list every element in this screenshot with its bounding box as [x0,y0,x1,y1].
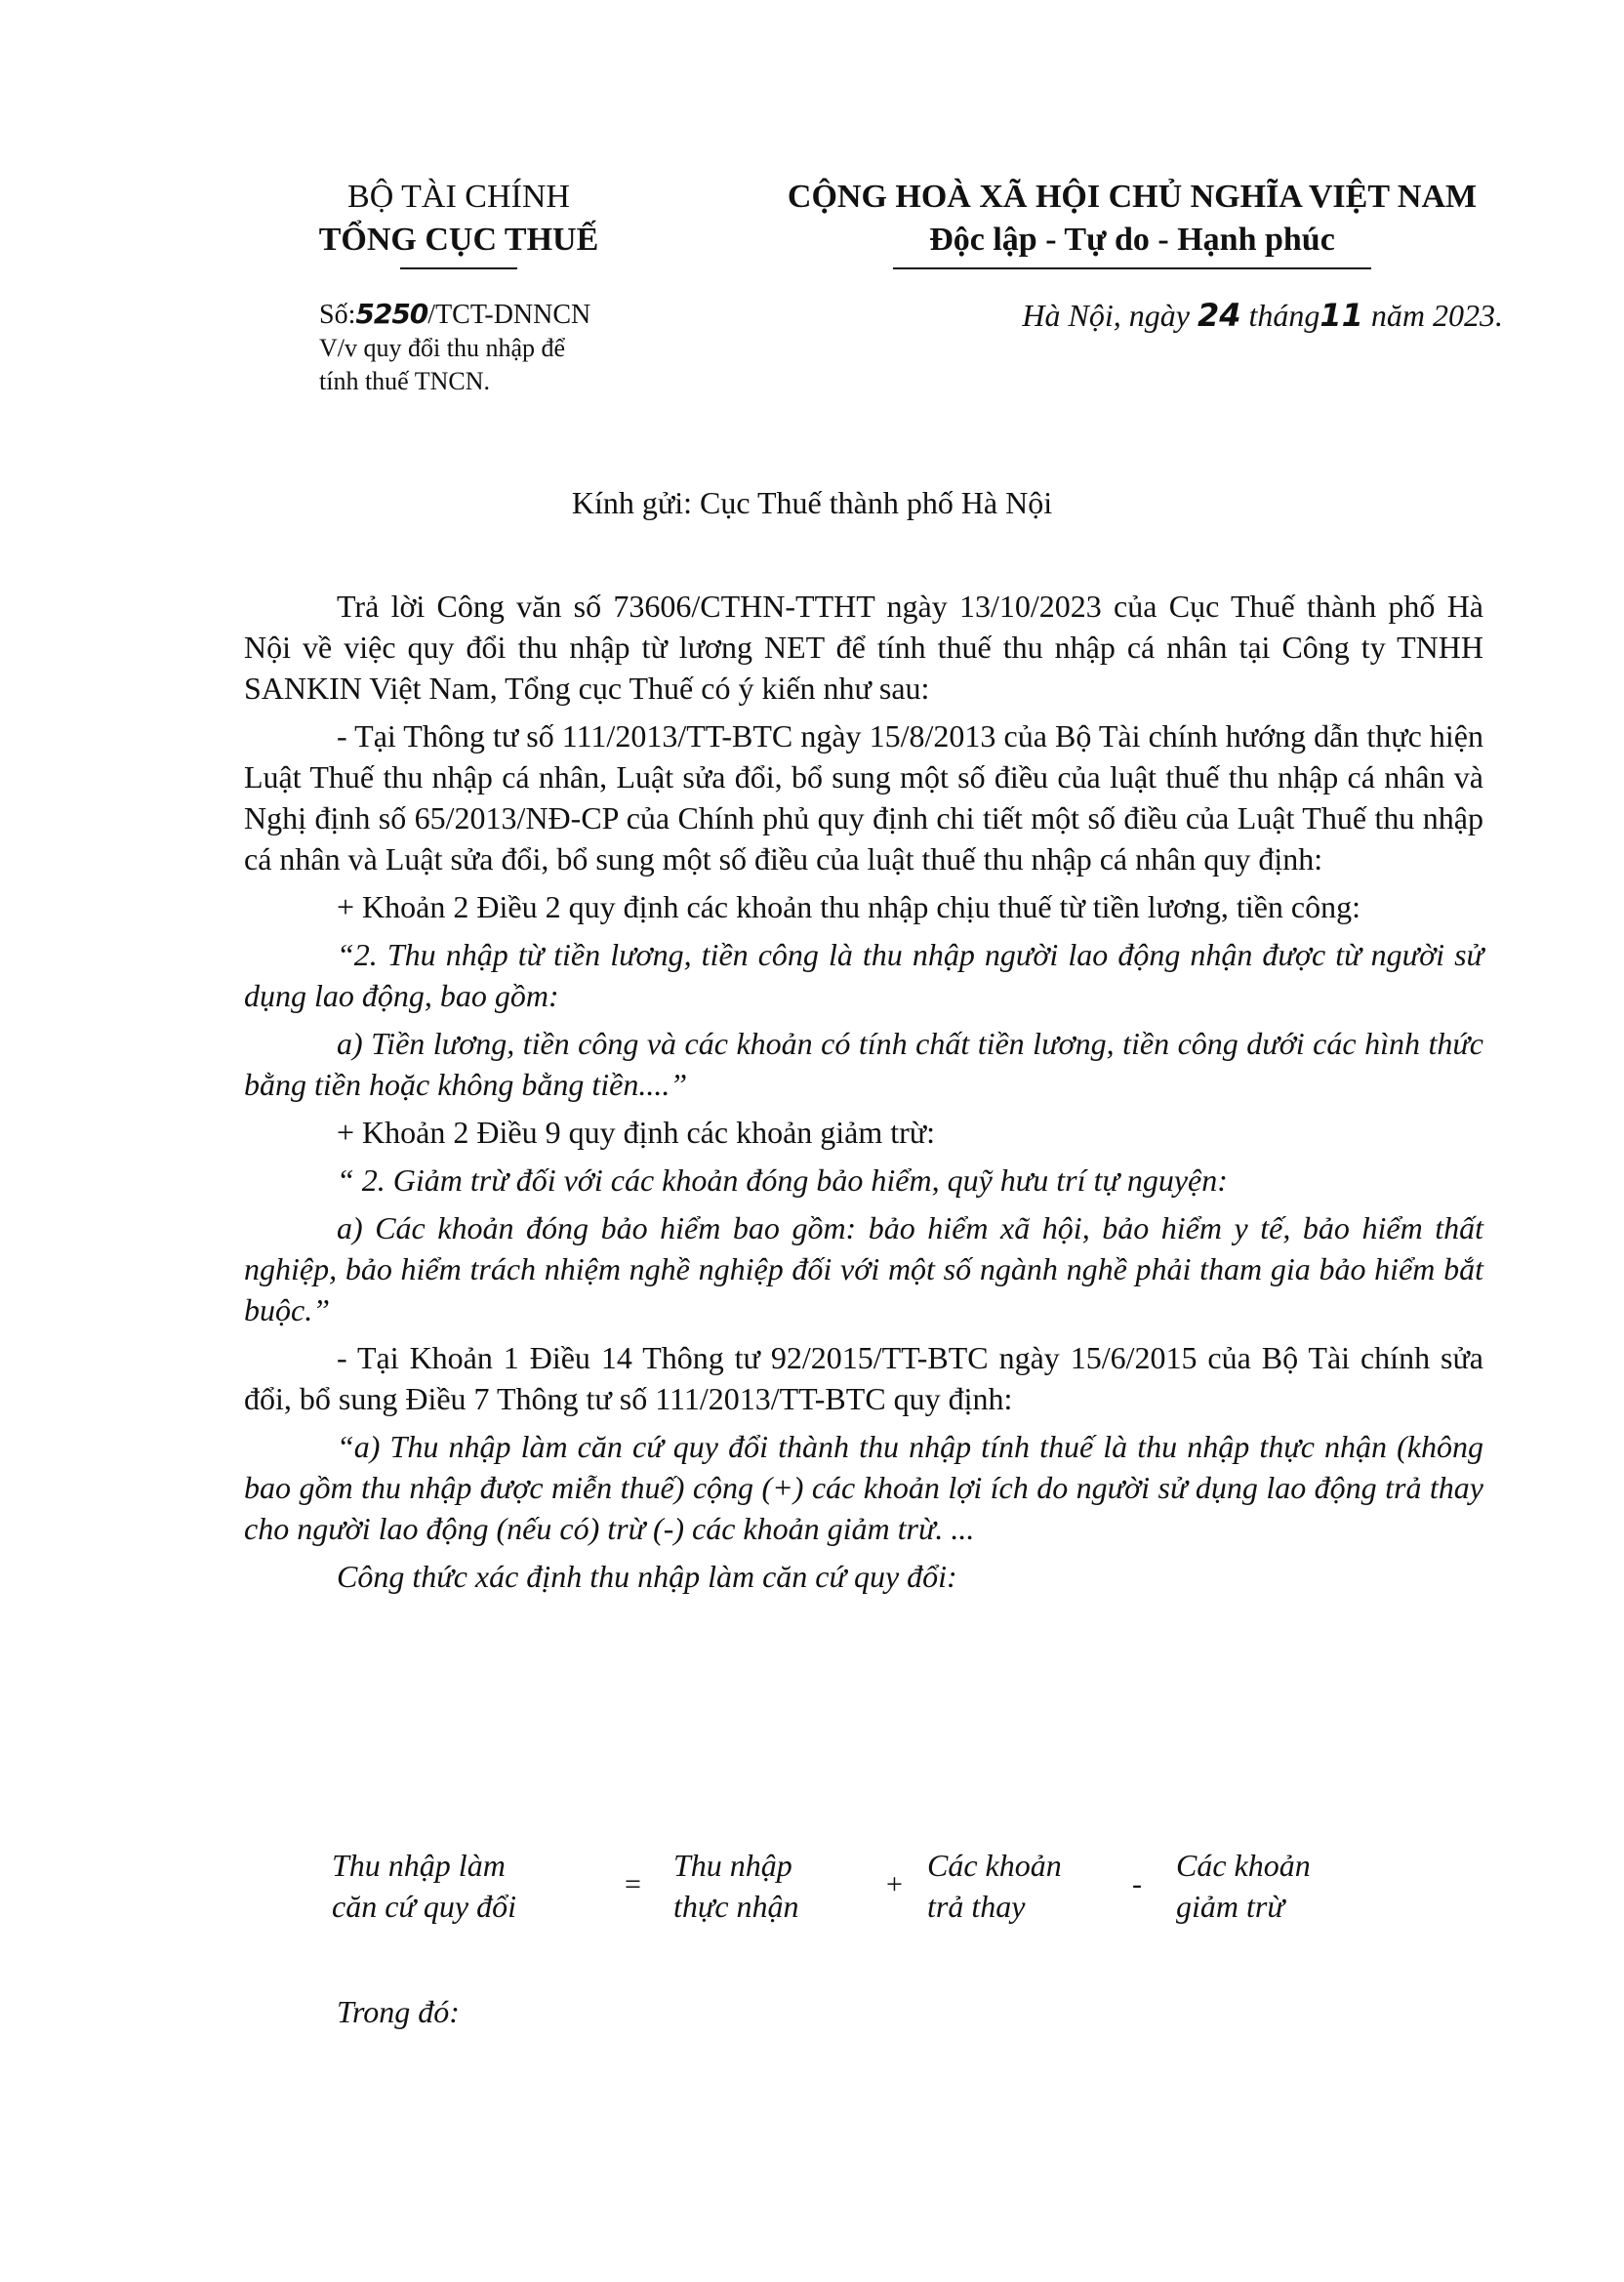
paragraph: - Tại Khoản 1 Điều 14 Thông tư 92/2015/TT-BTC ngày 15/6/2015 của Bộ Tài chính sửa đổi, bổ sung Điều 7 Thông tư số 111/2013/TT-BTC quy định: [244,1340,1483,1416]
formula-term-line: trả thay [927,1889,1026,1924]
formula-minus: - [1132,1868,1142,1900]
quoted-paragraph: “ 2. Giảm trừ đối với các khoản đóng bảo hiểm, quỹ hưu trí tự nguyện: [337,1162,1228,1198]
paragraph: + Khoản 2 Điều 2 quy định các khoản thu nhập chịu thuế từ tiền lương, tiền công: [337,889,1360,924]
document-number-block [319,298,670,398]
document-number [319,298,670,332]
issuer-underline [400,267,517,269]
letter-body [244,586,1483,1604]
formula-intro: Công thức xác định thu nhập làm căn cứ quy đổi: [337,1559,957,1594]
date-place: Hà Nội, ngày [1022,298,1190,333]
national-heading [742,176,1522,269]
formula-term-line: Thu nhập [673,1848,792,1883]
national-motto: Độc lập - Tự do - Hạnh phúc [929,222,1335,258]
subject-line-2: tính thuế TNCN. [319,367,491,395]
formula-equals: = [625,1868,641,1900]
motto-underline [893,267,1371,269]
formula-term-deductions [1176,1845,1311,1927]
date-month-label: tháng [1248,298,1320,333]
issuer-block [293,176,625,269]
date-year: năm 2023. [1370,298,1503,333]
income-formula [332,1845,1405,1952]
formula-term-base-income [332,1845,516,1927]
formula-term-line: Các khoản [1176,1848,1311,1883]
subject-line-1: V/v quy đổi thu nhập để [319,334,566,362]
recipient-line: Kính gửi: Cục Thuế thành phố Hà Nội [571,485,1053,520]
date-month: 11 [1320,297,1363,334]
quoted-paragraph: “2. Thu nhập từ tiền lương, tiền công là thu nhập người lao động nhận được từ người sử dụng lao động, bao gồm: [244,937,1483,1013]
formula-plus: + [886,1868,903,1900]
formula-term-paid-on-behalf [927,1845,1062,1927]
department-name: TỔNG CỤC THUẾ [318,222,599,258]
nation-name: CỘNG HOÀ XÃ HỘI CHỦ NGHĨA VIỆT NAM [787,179,1478,215]
formula-term-line: Thu nhập làm [332,1848,506,1883]
quoted-paragraph: “a) Thu nhập làm căn cứ quy đổi thành thu nhập tính thuế là thu nhập thực nhận (không bao gồm thu nhập được miễn thuế) cộng (+) các khoản lợi ích do người sử dụng lao động trả thay cho người lao động (nếu có) trừ (-) các khoản giảm trừ. ... [244,1429,1483,1546]
paragraph: + Khoản 2 Điều 9 quy định các khoản giảm trừ: [337,1115,936,1150]
formula-term-line: giảm trừ [1176,1889,1284,1924]
formula-term-line: Các khoản [927,1848,1062,1883]
paragraph: - Tại Thông tư số 111/2013/TT-BTC ngày 15/8/2013 của Bộ Tài chính hướng dẫn thực hiện Luật Thuế thu nhập cá nhân, Luật sửa đổi, bổ sung một số điều của luật thuế thu nhập cá nhân và Nghị định số 65/2013/NĐ-CP của Chính phủ quy định chi tiết một số điều của Luật Thuế thu nhập cá nhân và Luật sửa đổi, bổ sung một số điều của luật thuế thu nhập cá nhân quy định: [244,718,1483,876]
formula-term-line: thực nhận [673,1889,799,1924]
date-line [878,296,1503,335]
paragraph: Trả lời Công văn số 73606/CTHN-TTHT ngày 13/10/2023 của Cục Thuế thành phố Hà Nội về việc quy đổi thu nhập từ lương NET để tính thuế thu nhập cá nhân tại Công ty TNHH SANKIN Việt Nam, Tổng cục Thuế có ý kiến như sau: [244,589,1483,706]
handwritten-number: 5250 [355,298,428,330]
date-day: 24 [1197,297,1241,334]
trong-do-label: Trong đó: [337,1994,460,2029]
ministry-name: BỘ TÀI CHÍNH [347,179,570,215]
formula-term-line: căn cứ quy đổi [332,1889,516,1924]
formula-term-net-income [673,1845,799,1927]
number-prefix: Số: [319,300,356,330]
quoted-paragraph: a) Các khoản đóng bảo hiểm bao gồm: bảo hiểm xã hội, bảo hiểm y tế, bảo hiểm thất nghiệp, bảo hiểm trách nhiệm nghề nghiệp đối với một số ngành nghề phải tham gia bảo hiểm bắt buộc.” [244,1210,1483,1327]
quoted-paragraph: a) Tiền lương, tiền công và các khoản có tính chất tiền lương, tiền công dưới các hình thức bằng tiền hoặc không bằng tiền....” [244,1026,1483,1102]
number-suffix: /TCT-DNNCN [427,300,591,330]
